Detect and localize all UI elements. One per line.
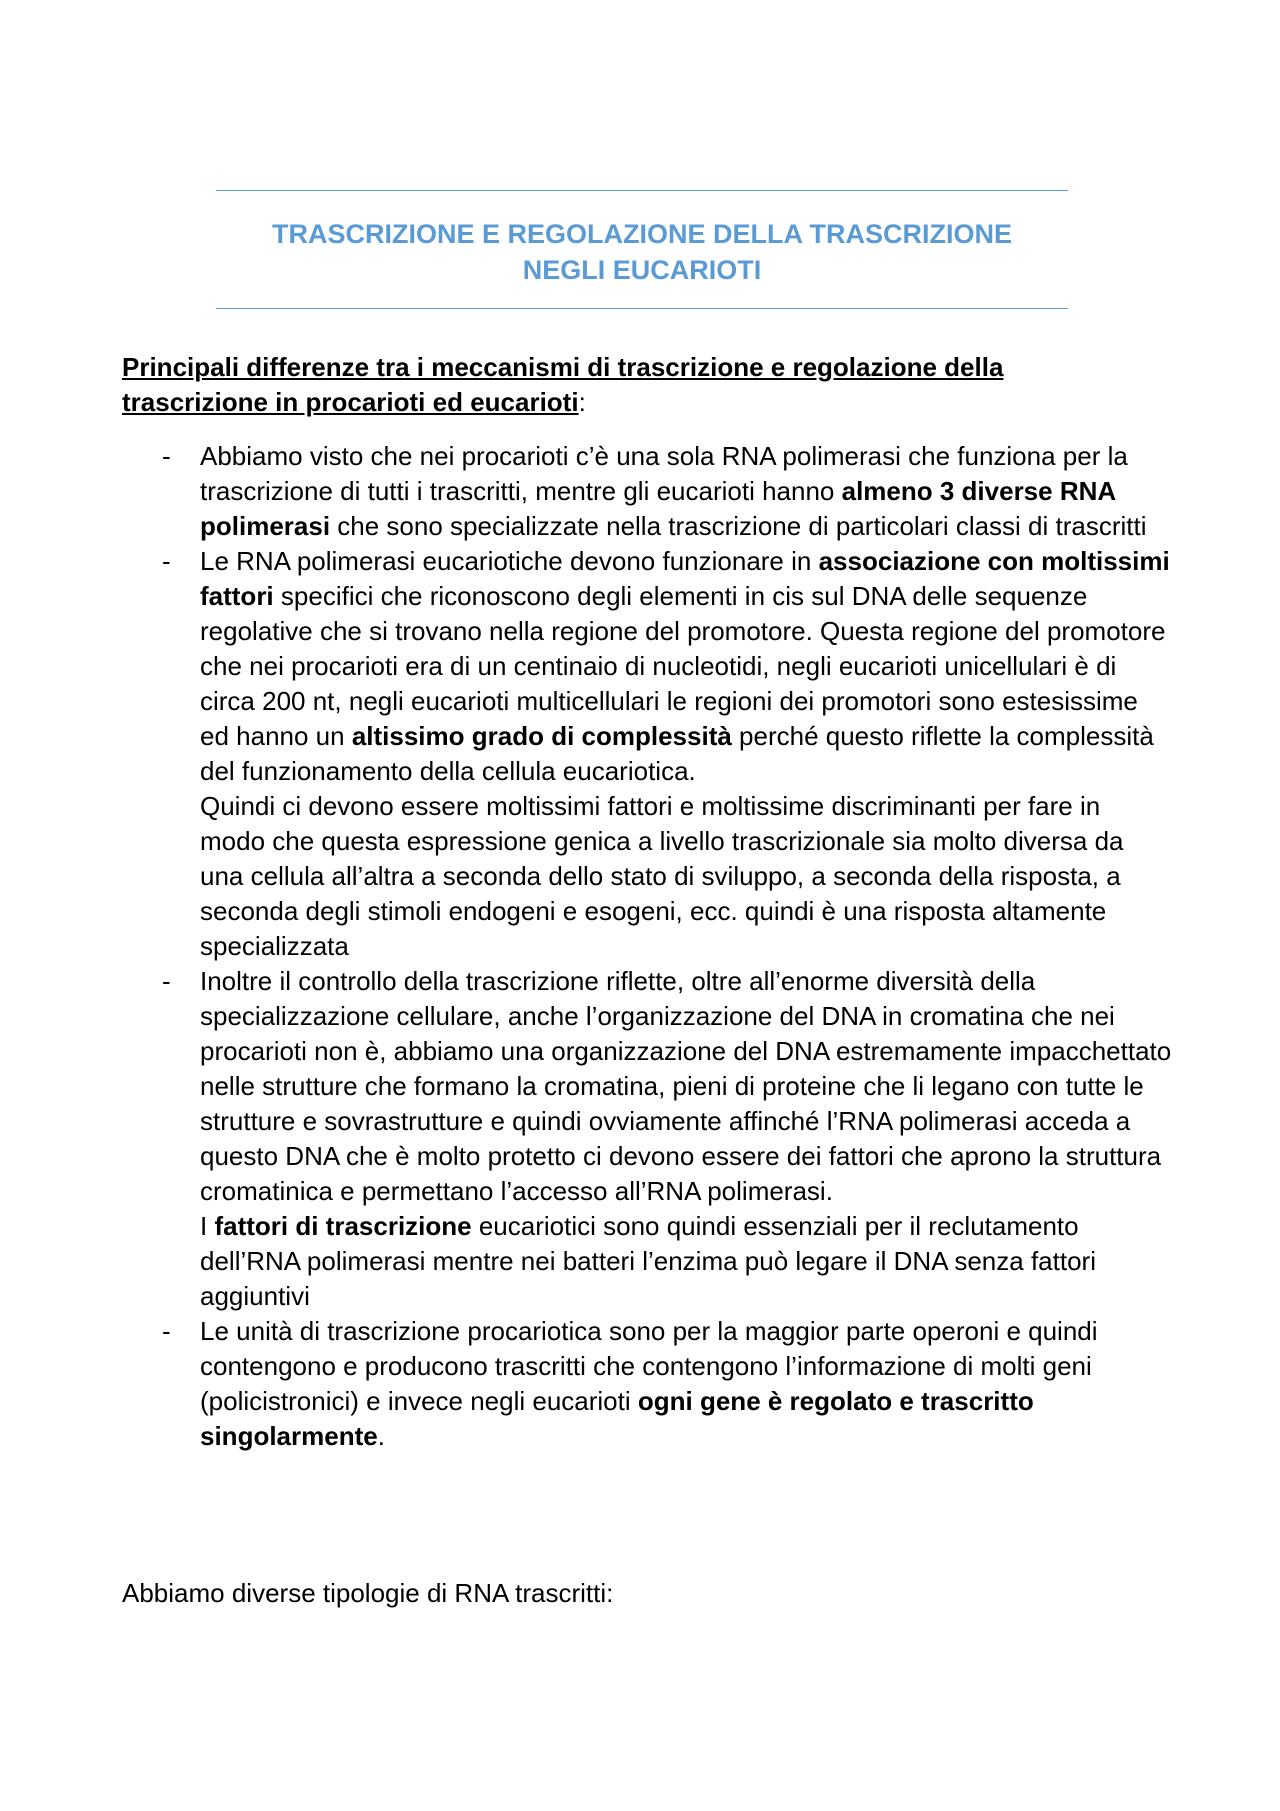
title-rule-bottom — [216, 308, 1068, 309]
text-run: . — [377, 1421, 385, 1451]
text-run: eucariotici sono quindi essenziali per il reclutamento dell’RNA polimerasi mentre nei batteri l’enzima può legare il DNA senza fattori aggiuntivi — [200, 1211, 1096, 1311]
title-rule-top — [216, 190, 1068, 191]
bold-run: ogni gene è regolato e trascritto singolarmente — [200, 1386, 1034, 1451]
title-line-1: TRASCRIZIONE E REGOLAZIONE DELLA TRASCRIZIONE — [271, 219, 1012, 249]
bullet-dash: - — [162, 966, 171, 996]
text-run: specifici che riconoscono degli elementi in cis sul DNA delle sequenze regolative che si trovano nella regione del promotore. Questa regione del promotore che nei procarioti era di un centinaio di nucleotidi, negli eucarioti unicellulari è di circa 200 nt, negli eucarioti multicellulari le regioni dei promotori sono estesissime ed hanno un — [200, 581, 1166, 751]
list-item-text — [200, 1314, 1172, 1454]
text-run: I — [200, 1211, 215, 1241]
list-item-text — [200, 439, 1172, 544]
bold-run: fattori di trascrizione — [214, 1211, 472, 1241]
section-heading-colon: : — [578, 387, 586, 417]
list-item-text — [200, 544, 1172, 789]
bold-run: almeno 3 diverse RNA polimerasi — [200, 476, 1116, 541]
bold-run: associazione con moltissimi fattori — [200, 546, 1170, 611]
list-item — [122, 439, 1172, 544]
title-line-2: NEGLI EUCARIOTI — [522, 255, 762, 285]
closing-paragraph: Abbiamo diverse tipologie di RNA trascritti: — [122, 1578, 614, 1608]
list-item-paragraph-2: Quindi ci devono essere moltissimi fattori e moltissime discriminanti per fare in modo che questa espressione genica a livello trascrizionale sia molto diversa da una cellula all’altra a seconda dello stato di sviluppo, a seconda della risposta, a seconda degli stimoli endogeni e esogeni, ecc. quindi è una risposta altamente specializzata — [200, 791, 1124, 961]
text-run: perché questo riflette la complessità del funzionamento della cellula eucariotica. — [200, 721, 1154, 786]
section-heading — [122, 350, 1122, 420]
title-block — [216, 190, 1068, 310]
bullet-dash: - — [162, 441, 171, 471]
bullet-dash: - — [162, 546, 171, 576]
list-item — [122, 544, 1172, 964]
document-title — [216, 216, 1068, 288]
text-run: Le unità di trascrizione procariotica sono per la maggior parte operoni e quindi contengono e producono trascritti che contengono l’informazione di molti geni (policistronici) e invece negli eucarioti — [200, 1316, 1098, 1416]
differences-list — [122, 439, 1172, 1454]
text-run: Le RNA polimerasi eucariotiche devono funzionare in — [200, 546, 819, 576]
list-item — [122, 1314, 1172, 1454]
bold-run: altissimo grado di complessità — [351, 721, 732, 751]
text-run: che sono specializzate nella trascrizione di particolari classi di trascritti — [330, 511, 1147, 541]
list-item — [122, 964, 1172, 1314]
list-item-paragraph-2 — [200, 1209, 1172, 1314]
section-heading-text: Principali differenze tra i meccanismi di trascrizione e regolazione della trascrizione in procarioti ed eucarioti — [122, 352, 1004, 417]
list-item-text: Inoltre il controllo della trascrizione riflette, oltre all’enorme diversità della specializzazione cellulare, anche l’organizzazione del DNA in cromatina che nei procarioti non è, abbiamo una organizzazione del DNA estremamente impacchettato nelle strutture che formano la cromatina, pieni di proteine che li legano con tutte le strutture e sovrastrutture e quindi ovviamente affinché l’RNA polimerasi acceda a questo DNA che è molto protetto ci devono essere dei fattori che aprono la struttura cromatinica e permettano l’accesso all’RNA polimerasi. — [200, 966, 1172, 1206]
text-run: Abbiamo visto che nei procarioti c’è una sola RNA polimerasi che funziona per la trascrizione di tutti i trascritti, mentre gli eucarioti hanno — [200, 441, 1128, 506]
bullet-dash: - — [162, 1316, 171, 1346]
